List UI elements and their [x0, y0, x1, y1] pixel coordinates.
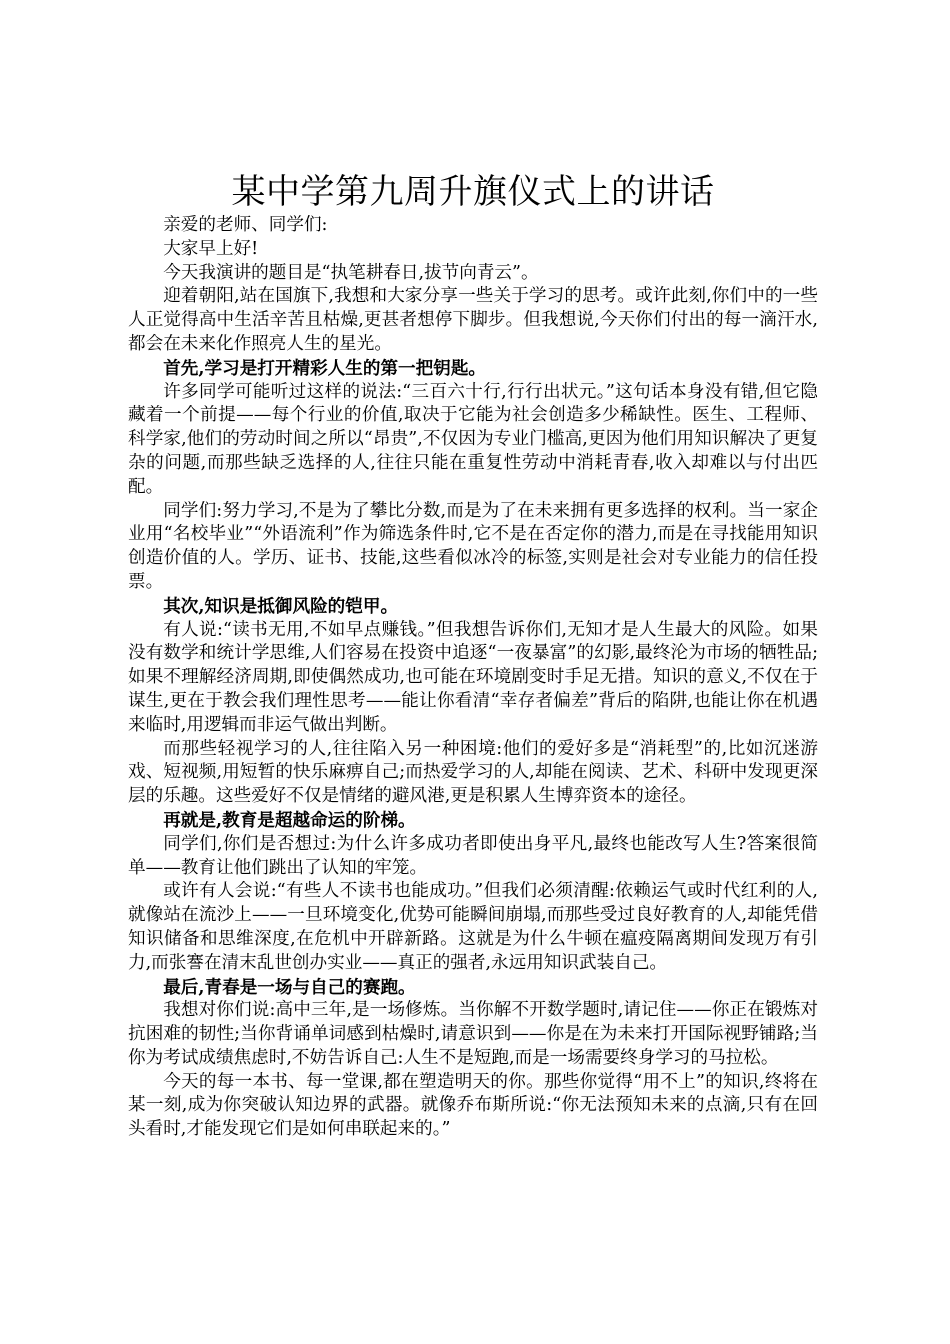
section-heading: 其次,知识是抵御风险的铠甲。	[163, 595, 399, 617]
section-heading: 最后,青春是一场与自己的赛跑。	[163, 976, 416, 998]
paragraph: 而那些轻视学习的人,往往陷入另一种困境:他们的爱好多是“消耗型”的,比如沉迷游戏、短视频,用短暂的快乐麻痹自己;而热爱学习的人,却能在阅读、艺术、科研中发现更深层的乐趣。这些爱好不仅是情绪的避风港,更是积累人生博弈资本的途径。	[128, 738, 818, 807]
paragraph: 我想对你们说:高中三年,是一场修炼。当你解不开数学题时,请记住——你正在锻炼对抗困难的韧性;当你背诵单词感到枯燥时,请意识到——你是在为未来打开国际视野铺路;当你为考试成绩焦虑时,不妨告诉自己:人生不是短跑,而是一场需要终身学习的马拉松。	[128, 1000, 818, 1068]
paragraph-list	[128, 214, 818, 1142]
paragraph: 今天的每一本书、每一堂课,都在塑造明天的你。那些你觉得“用不上”的知识,终将在某一刻,成为你突破认知边界的武器。就像乔布斯所说:“你无法预知未来的点滴,只有在回头看时,才能发现它们是如何串联起来的。”	[128, 1071, 818, 1140]
section-heading: 再就是,教育是超越命运的阶梯。	[163, 809, 416, 831]
document-body	[128, 172, 818, 1142]
page-title: 某中学第九周升旗仪式上的讲话	[231, 172, 715, 212]
paragraph: 大家早上好!	[163, 238, 259, 259]
paragraph: 同学们:努力学习,不是为了攀比分数,而是为了在未来拥有更多选择的权利。当一家企业用“名校毕业”“外语流利”作为筛选条件时,它不是在否定你的潜力,而是在寻找能用知识创造价值的人。学历、证书、技能,这些看似冰冷的标签,实则是社会对专业能力的信任投票。	[128, 500, 818, 592]
section-heading: 首先,学习是打开精彩人生的第一把钥匙。	[163, 357, 487, 379]
paragraph: 今天我演讲的题目是“执笔耕春日,拔节向青云”。	[163, 262, 539, 283]
paragraph: 许多同学可能听过这样的说法:“三百六十行,行行出状元。”这句话本身没有错,但它隐藏着一个前提——每个行业的价值,取决于它能为社会创造多少稀缺性。医生、工程师、科学家,他们的劳动时间之所以“昂贵”,不仅因为专业门槛高,更因为他们用知识解决了更复杂的问题,而那些缺乏选择的人,往往只能在重复性劳动中消耗青春,收入却难以与付出匹配。	[128, 381, 818, 497]
paragraph: 亲爱的老师、同学们:	[163, 215, 328, 235]
paragraph: 同学们,你们是否想过:为什么许多成功者即使出身平凡,最终也能改写人生?答案很简单——教育让他们跳出了认知的牢笼。	[128, 833, 818, 878]
paragraph: 迎着朝阳,站在国旗下,我想和大家分享一些关于学习的思考。或许此刻,你们中的一些人正觉得高中生活辛苦且枯燥,更甚者想停下脚步。但我想说,今天你们付出的每一滴汗水,都会在未来化作照亮人生的星光。	[128, 286, 818, 354]
paragraph: 有人说:“读书无用,不如早点赚钱。”但我想告诉你们,无知才是人生最大的风险。如果没有数学和统计学思维,人们容易在投资中追逐“一夜暴富”的幻影,最终沦为市场的牺牲品;如果不理解经济周期,即使偶然成功,也可能在环境剧变时手足无措。知识的意义,不仅在于谋生,更在于教会我们理性思考——能让你看清“幸存者偏差”背后的陷阱,也能让你在机遇来临时,用逻辑而非运气做出判断。	[128, 619, 818, 735]
paragraph: 或许有人会说:“有些人不读书也能成功。”但我们必须清醒:依赖运气或时代红利的人,就像站在流沙上——一旦环境变化,优势可能瞬间崩塌,而那些受过良好教育的人,却能凭借知识储备和思维深度,在危机中开辟新路。这就是为什么牛顿在瘟疫隔离期间发现万有引力,而张謇在清末乱世创办实业——真正的强者,永远用知识武装自己。	[128, 881, 818, 973]
